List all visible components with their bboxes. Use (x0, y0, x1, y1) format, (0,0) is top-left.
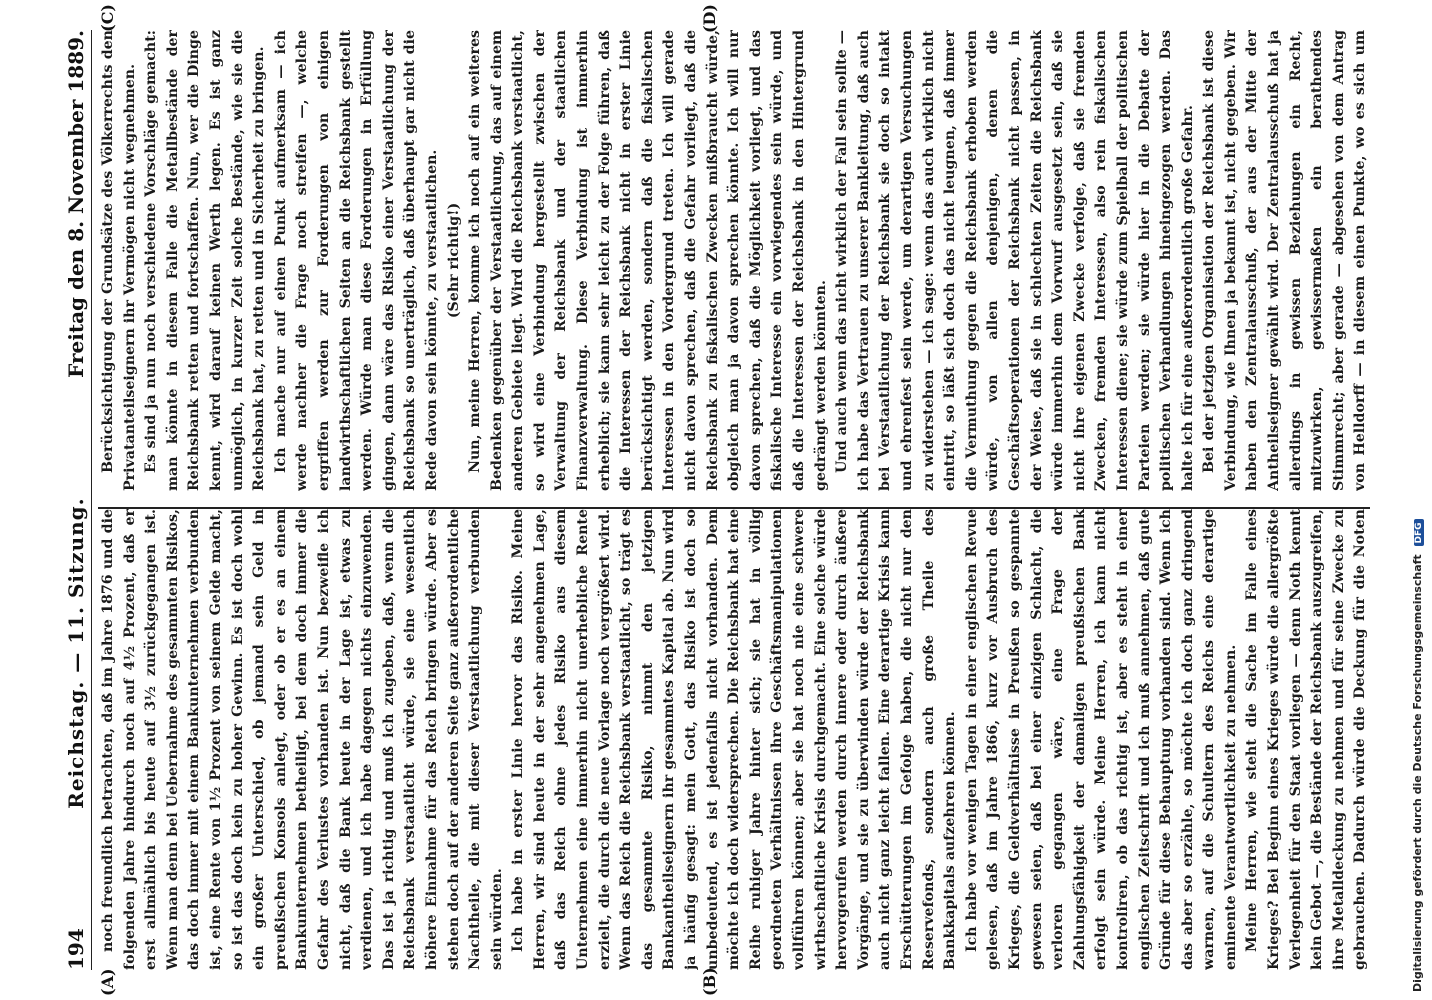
paragraph: noch freundlich betrachten, daß im Jahre 1876 und die folgenden Jahre hindurch noch auf 4½ Prozent, daß er erst allmählich bis heute auf 3½ zurückgegangen ist. Wenn man denn bei Uebernahme des gesammten Risikos, das doch immer mit einem Bankunternehmen verbunden ist, eine Rente von 1½ Prozent von seinem Gelde macht, so ist das doch kein zu hoher Gewinn. Es ist doch wohl ein großer Unterschied, ob jemand sein Geld in preußischen Konsols anlegt, oder ob er es an einem Bankunternehmen betheiligt, bei dem doch immer die Gefahr des Verlustes vorhanden ist. Nun bezweifle ich nicht, daß die Bank heute in der Lage ist, etwas zu verdienen, und ich habe dagegen nichts einzuwenden. Das ist ja richtig und muß ich zugeben, daß, wenn die Reichsbank verstaatlicht würde, sie eine wesentlich höhere Einnahme für das Reich bringen würde. Aber es stehen doch auf der anderen Seite ganz außerordentliche Nachtheile, die mit dieser Verstaatlichung verbunden sein würden. (100, 509, 505, 970)
paragraph: Berücksichtigung der Grundsätze des Völkerrechts den Privatanteilseignern ihr Vermögen nicht wegnehmen. (100, 30, 138, 491)
paragraph: Bei der jetzigen Organisation der Reichsbank ist diese Verbindung, wie Ihnen ja bekannt ist, nicht gegeben. Wir haben den Zentralausschuß, der aus der Mitte der Antheilseigner gewählt wird. Der Zentralausschuß hat ja allerdings in gewissen Beziehungen ein Recht, mitzuwirken, gewissermaßen ein berathendes Stimmrecht; aber gerade — abgesehen von dem Antrag von Helldorff — in diesem einen Punkte, wo es sich um (1201, 30, 1369, 491)
page-header (60, 30, 92, 970)
paragraph: Ich mache nur auf einen Punkt aufmerksam — ich werde nachher die Frage noch streifen —, welche ergriffen werden zur Forderungen von einigen landwirthschaftlichen Seiten an die Reichsbank gestellt werden. Würde man diese Forderungen in Erfüllung gingen, dann wäre das Risiko einer Verstaatlichung der Reichsbank so unerträglich, daß überhaupt gar nicht die Rede davon sein könnte, zu verstaatlichen. (272, 30, 440, 491)
margin-marker-d: (D) (700, 4, 719, 34)
right-column (98, 30, 1370, 491)
paragraph: Nun, meine Herren, komme ich noch auf ein weiteres Bedenken gegenüber der Verstaatlichung, das auf einem anderen Gebiete liegt. Wird die Reichsbank verstaatlicht, so wird eine Verbindung hergestellt zwischen der Verwaltung der Reichsbank und der staatlichen Finanzverwaltung. Diese Verbindung ist immerhin erheblich; sie kann sehr leicht zu der Folge führen, daß die Interessen der Reichsbank nicht in erster Linie berücksichtigt werden, sondern daß die fiskalischen Interessen in den Vordergrund treten. Ich will gerade nicht davon sprechen, daß die Gefahr vorliegt, daß die Reichsbank zu fiskalischen Zwecken mißbraucht würde, obgleich man ja davon sprechen könnte. Ich will nur davon sprechen, daß die Möglichkeit vorliegt, und das fiskalische Interesse ein vorwiegendes sein würde, und daß die Interessen der Reichsbank in den Hintergrund gedrängt werden könnten. (467, 30, 829, 491)
margin-marker-a: (A) (98, 968, 117, 996)
header-date: Freitag den 8. November 1889. (64, 30, 88, 378)
newspaper-page (60, 4, 1380, 996)
paragraph: Meine Herren, wie steht die Sache im Falle eines Krieges? Bei Beginn eines Krieges würde die allergrößte Verlegenheit für den Staat vorliegen — denn Noth kennt kein Gebot —, die Bestände der Reichsbank auszugreifen, ihre Metalldeckung zu nehmen und für seine Zwecke zu gebrauchen. Dadurch würde die Deckung für die Noten (1244, 509, 1369, 970)
digitization-credit (1411, 0, 1427, 1000)
credit-text: Digitalisierung gefördert durch die Deutsche Forschungsgemeinschaft (1411, 554, 1424, 992)
credit-text-wrap (1411, 0, 1427, 1000)
column-divider (98, 508, 1370, 510)
margin-marker-c: (C) (98, 4, 117, 32)
text-columns (98, 30, 1370, 970)
paragraph: Es sind ja nun noch verschiedene Vorschläge gemacht: man könnte in diesem Falle die Metallbestände der Reichsbank retten und fortschaffen. Nun, wer die Dinge kennt, wird darauf keinen Werth legen. Es ist ganz unmöglich, in kurzer Zeit solche Bestände, wie sie die Reichsbank hat, zu retten und in Sicherheit zu bringen. (143, 30, 268, 491)
margin-marker-b: (B) (700, 967, 719, 996)
left-column (98, 509, 1370, 970)
paragraph: Und auch wenn das nicht wirklich der Fall sein sollte — ich habe das Vertrauen zu unserer Bankleitung, daß auch bei Verstaatlichung der Reichsbank sie doch so intakt und ehrenfest sein werde, um derartigen Versuchungen zu widerstehen — ich sage: wenn das auch wirklich nicht eintritt, so läßt sich doch das nicht leugnen, daß immer die Vermuthung gegen die Reichsbank erhoben werden würde, von allen denjenigen, denen die Geschäftsoperationen der Reichsbank nicht passen, in der Weise, daß sie in schlechten Zeiten die Reichsbank würde immerhin dem Vorwurf ausgesetzt sein, daß sie nicht ihre eigenen Zwecke verfolge, daß sie fremden Zwecken, fremden Interessen, also rein fiskalischen Interessen diene; sie würde zum Spielball der politischen Parteien werden; sie würde hier in die Debatte der politischen Verhandlungen hineingezogen werden. Das halte ich für eine außerordentlich große Gefahr. (834, 30, 1196, 491)
paragraph: Ich habe vor wenigen Tagen in einer englischen Revue gelesen, daß im Jahre 1866, kurz vor Ausbruch des Krieges, die Geldverhältnisse in Preußen so gespannte gewesen seien, daß bei einer einzigen Schlacht, die verloren gegangen wäre, eine Frage der Zahlungsfähigkeit der damaligen preußischen Bank erfolgt sein würde. Meine Herren, ich kann nicht kontroliren, ob das richtig ist, aber es steht in einer englischen Zeitschrift und ich muß annehmen, daß gute Gründe für diese Behauptung vorhanden sind. Wenn ich das aber so erzähle, so möchte ich doch ganz dringend warnen, auf die Schultern des Reichs eine derartige eminente Verantwortlichkeit zu nehmen. (963, 509, 1239, 970)
header-title: Reichstag. — 11. Sitzung. (64, 497, 88, 809)
paragraph: Ich habe in erster Linie hervor das Risiko. Meine Herren, wir sind heute in der sehr angenehmen Lage, daß das Reich ohne jedes Risiko aus diesem Unternehmen eine immerhin nicht unerhebliche Rente erzielt, die durch die neue Vorlage noch vergrößert wird. Wenn das Reich die Reichsbank verstaatlicht, so trägt es das gesammte Risiko, nimmt den jetzigen Bankantheilseignern ihr gesammtes Kapital ab. Nun wird ja häufig gesagt: mein Gott, das Risiko ist doch so unbedeutend, es ist jedenfalls nicht vorhanden. Dem möchte ich doch widersprechen. Die Reichsbank hat eine Reihe ruhiger Jahre hinter sich; sie hat in völlig geordneten Verhältnissen ihre Geschäftsmanipulationen vollführen können; aber sie hat noch nie eine schwere wirthschaftliche Krisis durchgemacht. Eine solche würde hervorgerufen werden durch innere oder durch äußere Vorgänge, und sie zu überwinden würde der Reichsbank auch nicht ganz leicht fallen. Eine derartige Krisis kann Erschütterungen im Gefolge haben, die nicht nur den Reservefonds, sondern auch große Theile des Bankkapitals aufzehren können. (510, 509, 959, 970)
interjection: (Sehr richtig!) (445, 202, 462, 319)
dfg-logo: DFG (1414, 519, 1424, 546)
page-number: 194 (64, 928, 88, 970)
